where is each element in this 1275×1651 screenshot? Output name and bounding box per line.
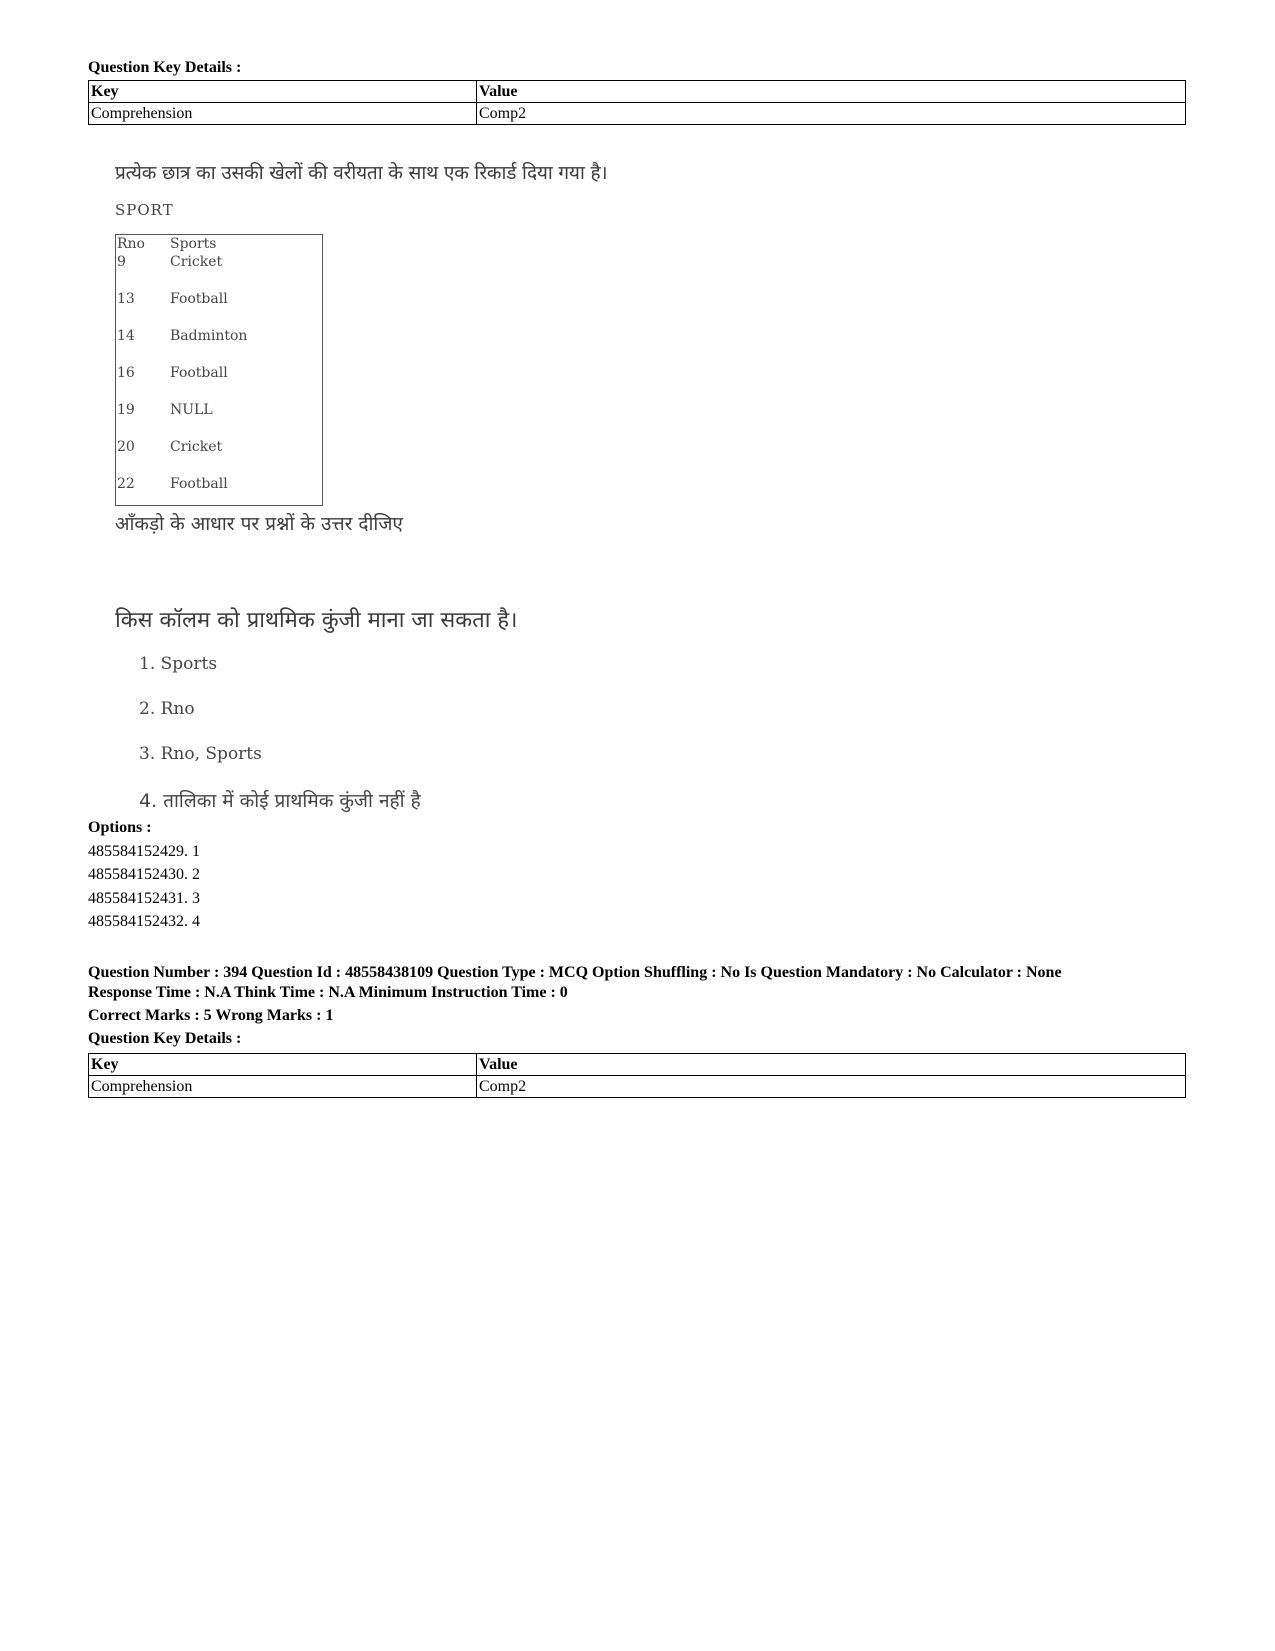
- options-block: [88, 816, 200, 934]
- table-row: [89, 1076, 1186, 1098]
- value-cell: Comp2: [477, 103, 1186, 125]
- sports-cell: Football: [170, 291, 228, 307]
- sport-table: [115, 234, 323, 506]
- option-item: 485584152429. 1: [88, 842, 200, 860]
- value-cell: Comp2: [477, 1076, 1186, 1098]
- header-key-cell: Key: [89, 1054, 477, 1076]
- question-choice: 4. तालिका में कोई प्राथमिक कुंजी नहीं है: [139, 790, 421, 812]
- rno-cell: 13: [117, 291, 135, 307]
- marks-line: Correct Marks : 5 Wrong Marks : 1: [88, 1007, 334, 1024]
- key-details-heading: Question Key Details :: [88, 59, 242, 76]
- question-meta-line: Response Time : N.A Think Time : N.A Minimum Instruction Time : 0: [88, 984, 568, 1001]
- table-header-row: [89, 1054, 1186, 1076]
- sports-cell: Badminton: [170, 328, 248, 344]
- rno-cell: 16: [117, 365, 135, 381]
- header-key-cell: Key: [89, 81, 477, 103]
- option-item: 485584152432. 4: [88, 913, 200, 930]
- header-value-cell: Value: [477, 1054, 1186, 1076]
- rno-cell: 22: [117, 476, 135, 492]
- sports-cell: Football: [170, 365, 228, 381]
- key-cell: Comprehension: [89, 103, 477, 125]
- next-question-block: [88, 963, 1186, 1098]
- table-header-row: [89, 81, 1186, 103]
- key-cell: Comprehension: [89, 1076, 477, 1098]
- rno-cell: 9: [117, 254, 126, 270]
- table-row: [89, 103, 1186, 125]
- question-meta-line: Question Number : 394 Question Id : 48558438109 Question Type : MCQ Option Shuffling : No Is Question Mandatory : No Calculator : None: [88, 964, 1062, 981]
- key-details-table: [88, 1053, 1186, 1098]
- sports-header: Sports: [170, 236, 217, 252]
- question-choice: 2. Rno: [139, 699, 195, 719]
- sports-cell: Cricket: [170, 439, 223, 455]
- question-text: किस कॉलम को प्राथमिक कुंजी माना जा सकता है।: [115, 608, 518, 633]
- rno-cell: 19: [117, 402, 135, 418]
- rno-cell: 14: [117, 328, 135, 344]
- sports-cell: NULL: [170, 402, 213, 418]
- key-details-table: [88, 80, 1186, 125]
- sport-table-title: SPORT: [115, 201, 174, 219]
- key-details-heading: Question Key Details :: [88, 1030, 242, 1047]
- question-choice: 1. Sports: [139, 654, 218, 674]
- options-heading: Options :: [88, 819, 152, 836]
- key-details-block-1: [88, 58, 1186, 125]
- sports-cell: Cricket: [170, 254, 223, 270]
- question-intro-text: प्रत्येक छात्र का उसकी खेलों की वरीयता के साथ एक रिकार्ड दिया गया है।: [115, 162, 608, 184]
- rno-cell: 20: [117, 439, 135, 455]
- sports-cell: Football: [170, 476, 228, 492]
- rno-header: Rno: [117, 236, 145, 252]
- question-instruction-text: आँकड़ो के आधार पर प्रश्नों के उत्तर दीजिए: [115, 513, 403, 535]
- option-item: 485584152431. 3: [88, 889, 200, 907]
- header-value-cell: Value: [477, 81, 1186, 103]
- option-item: 485584152430. 2: [88, 866, 200, 883]
- question-choice: 3. Rno, Sports: [139, 744, 262, 764]
